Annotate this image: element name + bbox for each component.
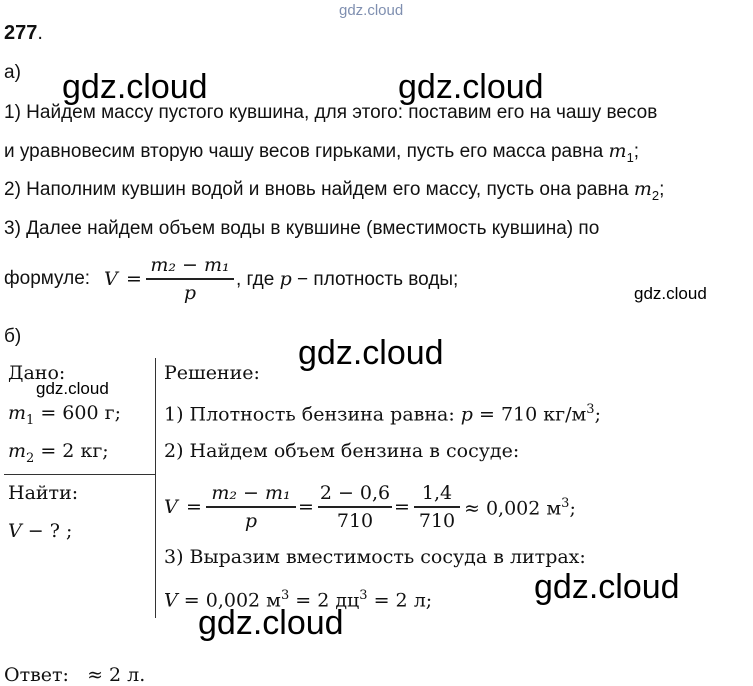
find-title: Найти: [8, 482, 79, 504]
given-title: Дано: [8, 362, 66, 384]
given-m2 [8, 440, 109, 466]
eq-f3-denominator: 710 [418, 509, 456, 532]
step1-text: 1) Плотность бензина равна: [164, 403, 461, 426]
formula-suffix [236, 268, 458, 291]
eq-v: V [164, 496, 178, 518]
eq-result [464, 496, 576, 519]
formula-p: p [279, 268, 292, 290]
watermark-7: gdz.cloud [198, 604, 344, 642]
eq-fraction-2 [318, 482, 392, 532]
eq-f1-numerator: m₂ − m₁ [211, 482, 291, 504]
step1-value: = 710 кг/м [472, 403, 587, 426]
m1-variable: m [608, 140, 627, 162]
formula-numerator: m₂ − m₁ [150, 254, 230, 276]
given-divider-vertical [155, 358, 156, 618]
conv-end: = 2 л; [367, 589, 433, 612]
given-m1-value: = 600 г; [34, 402, 121, 424]
eq-result-end: ; [569, 497, 576, 520]
watermark-5: gdz.cloud [36, 379, 109, 398]
formula-suffix-text: , где [236, 269, 280, 290]
solution-step2: 2) Найдем объем бензина в сосуде: [164, 440, 520, 462]
problem-number-value: 277 [4, 22, 38, 44]
answer-label: Ответ: [4, 664, 69, 686]
solution-step1 [164, 402, 601, 425]
step1-p: p [460, 403, 473, 426]
part-a-line2-end: ; [633, 141, 640, 162]
formula-prefix: формуле: [4, 268, 91, 289]
watermark-top: gdz.cloud [339, 2, 404, 19]
eq-f3-bar [414, 506, 460, 508]
given-divider-horizontal [4, 474, 155, 475]
part-a-line2 [4, 140, 639, 165]
formula-denominator: p [183, 281, 197, 304]
part-a-line4: 3) Далее найдем объем воды в кувшине (вместимость кувшина) по [4, 218, 600, 239]
m2-variable: m [633, 178, 652, 200]
eq-equals-2: = [298, 496, 314, 518]
part-a-line2-text: и уравновесим вторую чашу весов гирьками, пусть его масса равна [4, 141, 609, 162]
part-a-label: а) [4, 62, 21, 83]
conv-value: = 0,002 м [177, 589, 281, 612]
eq-equals-1: = [186, 496, 202, 518]
eq-result-sup: 3 [561, 496, 570, 511]
eq-f2-bar [318, 506, 392, 508]
part-a-line1: 1) Найдем массу пустого кувшина, для этого: поставим его на чашу весов [4, 102, 658, 123]
formula-rest: − плотность воды; [291, 269, 459, 290]
watermark-4: gdz.cloud [298, 334, 444, 372]
part-a-line3 [4, 178, 664, 203]
find-var: V [8, 520, 22, 542]
step1-sup: 3 [586, 402, 595, 417]
problem-number-dot: . [37, 22, 43, 44]
given-m2-var: m [8, 440, 27, 462]
eq-f2-denominator: 710 [336, 509, 374, 532]
formula-v: V [104, 268, 118, 290]
conv-sup-2: 3 [359, 588, 368, 603]
conv-mid: = 2 дц [289, 589, 360, 612]
eq-fraction-3 [414, 482, 460, 532]
watermark-1: gdz.cloud [62, 68, 208, 106]
find-question: − ? ; [21, 520, 73, 542]
eq-f1-denominator: p [244, 509, 258, 532]
step1-end: ; [594, 403, 601, 426]
given-m1-var: m [8, 402, 27, 424]
given-m2-value: = 2 кг; [34, 440, 109, 462]
conv-v: V [164, 589, 178, 612]
answer-value: ≈ 2 л. [87, 664, 146, 686]
given-m1-sub: 1 [26, 412, 35, 428]
part-a-line3-text: 2) Наполним кувшин водой и вновь найдем его массу, пусть она равна [4, 179, 634, 200]
formula-fraction [146, 254, 234, 304]
given-m1 [8, 402, 121, 428]
conv-sup-1: 3 [280, 588, 290, 603]
watermark-6: gdz.cloud [534, 568, 680, 606]
eq-result-value: ≈ 0,002 м [464, 497, 562, 520]
formula-fraction-bar [146, 278, 234, 280]
m1-subscript: 1 [626, 149, 634, 165]
eq-f2-numerator: 2 − 0,6 [319, 482, 391, 504]
eq-f3-numerator: 1,4 [421, 482, 453, 504]
solution-title: Решение: [164, 362, 260, 384]
answer [4, 664, 145, 686]
find-value [8, 520, 72, 542]
watermark-2: gdz.cloud [398, 68, 544, 106]
watermark-3: gdz.cloud [634, 284, 707, 303]
eq-fraction-1 [206, 482, 296, 532]
given-m2-sub: 2 [26, 450, 35, 466]
problem-number [4, 22, 43, 45]
eq-equals-3: = [394, 496, 410, 518]
m2-subscript: 2 [651, 187, 660, 203]
part-b-label: б) [4, 326, 22, 347]
formula-equals: = [126, 268, 142, 290]
solution-step3: 3) Выразим вместимость сосуда в литрах: [164, 546, 586, 568]
eq-f1-bar [206, 506, 296, 508]
part-a-line3-end: ; [659, 179, 665, 200]
